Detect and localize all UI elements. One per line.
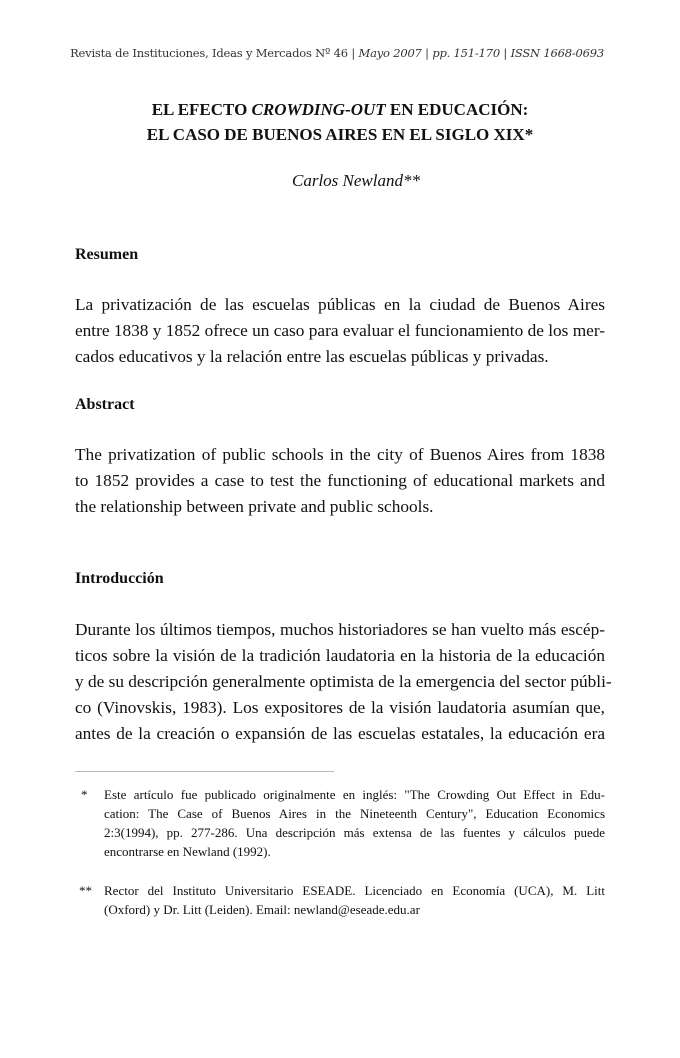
footnote-marker: ** xyxy=(79,883,92,898)
text-line: antes de la creación o expansión de las escuelas estatales, la educación era xyxy=(75,724,605,743)
issue-date: Mayo 2007 xyxy=(358,46,422,60)
text-line: encontrarse en Newland (1992). xyxy=(104,844,271,859)
article-title xyxy=(0,97,680,147)
separator: | xyxy=(425,46,429,60)
text-line: to 1852 provides a case to test the functioning of educational markets and xyxy=(75,471,605,490)
footnote-separator xyxy=(75,771,334,772)
resumen-paragraph xyxy=(75,292,605,370)
title-line-1 xyxy=(0,97,680,122)
separator: | xyxy=(351,46,356,60)
footnote-text xyxy=(104,785,605,861)
text-line: cados educativos y la relación entre las escuelas públicas y privadas. xyxy=(75,347,549,366)
separator: | xyxy=(503,46,508,60)
footnote-1 xyxy=(75,785,605,861)
email-line: (Oxford) y Dr. Litt (Leiden). Email: newland@eseade.edu.ar xyxy=(104,902,420,917)
footnote-text xyxy=(104,881,605,919)
issn: ISSN 1668-0693 xyxy=(510,46,604,60)
author-name: Carlos Newland** xyxy=(292,171,420,190)
introduccion-paragraph xyxy=(75,617,612,747)
journal-name: Revista de Instituciones, Ideas y Mercados Nº 46 xyxy=(70,46,348,60)
text-line: La privatización de las escuelas públicas en la ciudad de Buenos Aires xyxy=(75,295,605,314)
section-heading-abstract: Abstract xyxy=(75,396,135,413)
text-line: 2:3(1994), pp. 277-286. Una descripción más extensa de las fuentes y cálculos puede xyxy=(104,825,605,840)
page-range: pp. 151-170 xyxy=(432,46,500,60)
text-line: co (Vinovskis, 1983). Los expositores de la visión laudatoria asumían que, xyxy=(75,698,605,717)
text-line: Rector del Instituto Universitario ESEADE. Licenciado en Economía (UCA), M. Litt xyxy=(104,883,605,898)
title-text: EL EFECTO xyxy=(151,100,252,119)
text-line: y de su descripción generalmente optimista de la emergencia del sector públi- xyxy=(75,672,612,691)
abstract-paragraph xyxy=(75,442,605,520)
section-heading-introduccion: Introducción xyxy=(75,570,164,587)
footnote-marker: * xyxy=(81,787,88,802)
footnote-2 xyxy=(75,881,605,919)
running-head xyxy=(0,46,604,60)
text-line: Este artículo fue publicado originalmente en inglés: "The Crowding Out Effect in Edu- xyxy=(104,787,605,802)
text-line: entre 1838 y 1852 ofrece un caso para evaluar el funcionamiento de los mer- xyxy=(75,321,605,340)
title-text: EN EDUCACIÓN: xyxy=(385,100,529,119)
text-line: ticos sobre la visión de la tradición laudatoria en la historia de la educación xyxy=(75,646,605,665)
text-line: The privatization of public schools in the city of Buenos Aires from 1838 xyxy=(75,445,605,464)
title-italic-term: CROWDING-OUT xyxy=(251,100,386,119)
text-line: cation: The Case of Buenos Aires in the Nineteenth Century", Education Economics xyxy=(104,806,605,821)
section-heading-resumen: Resumen xyxy=(75,246,139,263)
text-line: Durante los últimos tiempos, muchos historiadores se han vuelto más escép- xyxy=(75,620,605,639)
title-line-2: EL CASO DE BUENOS AIRES EN EL SIGLO XIX* xyxy=(146,125,534,144)
text-line: the relationship between private and public schools. xyxy=(75,497,434,516)
